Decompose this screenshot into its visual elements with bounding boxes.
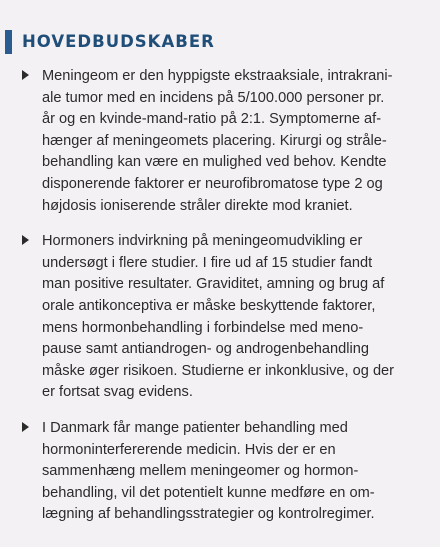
list-item <box>22 418 432 526</box>
list-item <box>22 231 432 404</box>
list-item-text: Meningeom er den hyppigste ekstraaksiale, intrakrani- ale tumor med en incidens på 5/100.000 personer pr. år og en kvinde-mand-ratio på 2:1. Symptomerne af- hænger af meningeomets placering. Kirurgi og stråle- behandling kan være en mulighed ved behov. Kendte disponerende faktorer er neurofibromatose type 2 og højdosis ioniserende stråler direkte mod kraniet. <box>42 68 393 214</box>
header-accent-bar <box>5 30 12 54</box>
triangle-bullet-icon <box>22 70 29 80</box>
triangle-bullet-icon <box>22 235 29 245</box>
list-item-text: Hormoners indvirkning på meningeomudvikling er undersøgt i flere studier. I fire ud af 15 studier fandt man positive resultater. Graviditet, amning og brug af orale antikonceptiva er måske beskyttende faktorer, mens hormonbehandling i forbindelse med meno- pause samt antiandrogen- og androgenbehandling måske øger risikoen. Studierne er inkonklusive, og der er fortsat svag evidens. <box>42 233 395 401</box>
triangle-bullet-icon <box>22 422 29 432</box>
key-points-list <box>22 66 432 540</box>
box-title: HOVEDBUDSKABER <box>22 32 215 51</box>
list-item-text: I Danmark får mange patienter behandling med hormoninterfererende medicin. Hvis der er en sammenhæng mellem meningeomer og hormon- behandling, vil det potentielt kunne medføre en om- lægning af behandlingsstrategier og kontrolregimer. <box>42 419 375 523</box>
list-item <box>22 66 432 217</box>
